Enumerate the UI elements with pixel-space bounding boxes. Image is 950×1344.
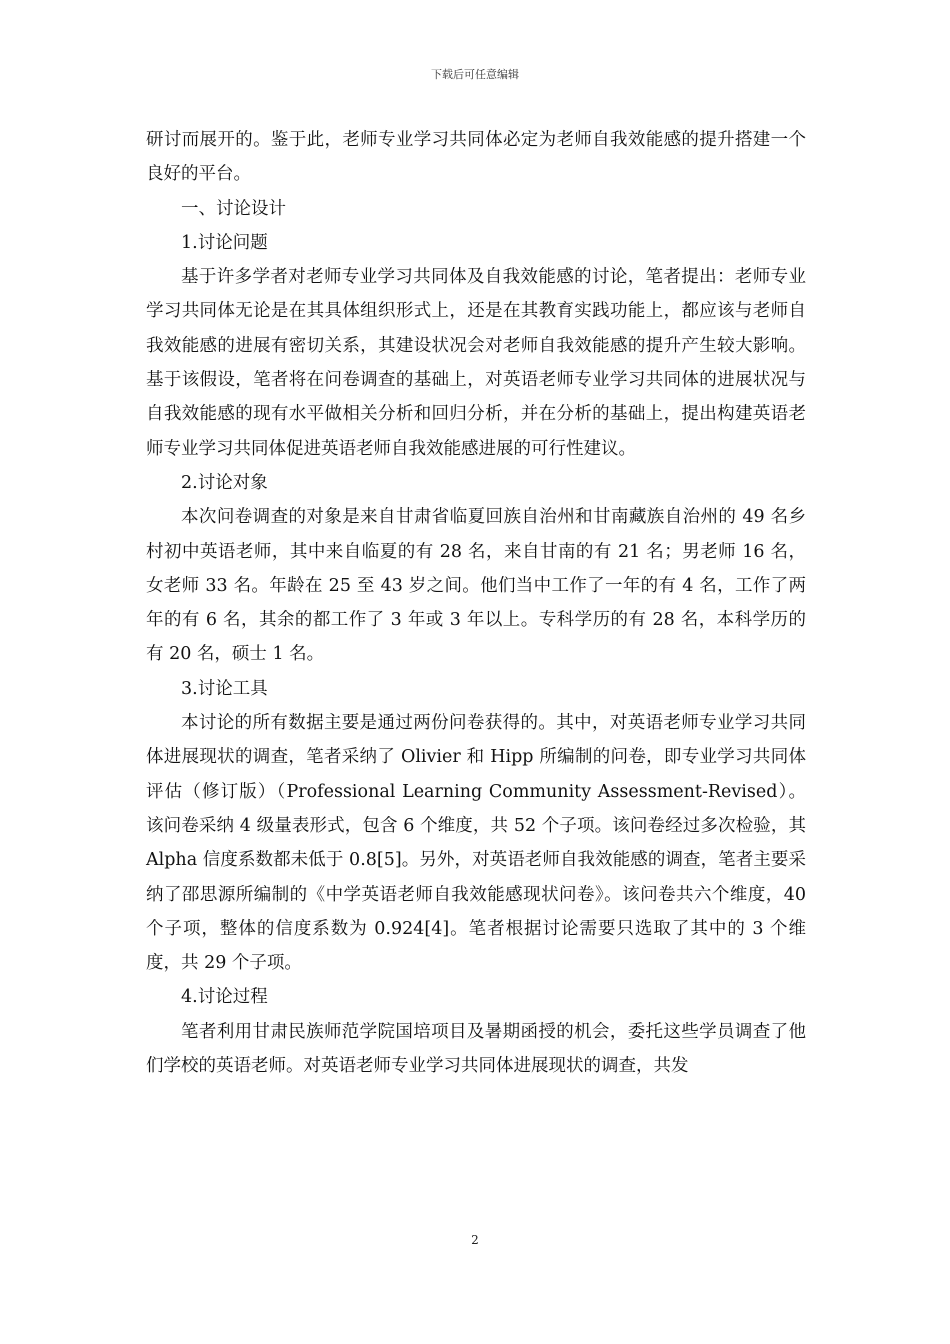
subsection-heading-research-tools: 3.讨论工具 [181, 678, 268, 699]
subsection-heading-research-process: 4.讨论过程 [181, 987, 268, 1008]
page-number: 2 [471, 1233, 479, 1247]
section-heading-research-design: 一、讨论设计 [181, 198, 286, 219]
paragraph-research-subjects: 本次问卷调查的对象是来自甘肃省临夏回族自治州和甘南藏族自治州的 49 名乡村初中英语老师，其中来自临夏的有 28 名，来自甘南的有 21 名；男老师 16 名，女老师 33 名。年龄在 25 至 43 岁之间。他们当中工作了一年的有 4 名，工作了两年的有 6 名，其余的都工作了 3 年或 3 年以上。专科学历的有 28 名，本科学历的有 20 名，硕士 1 名。 [146, 507, 806, 665]
paragraph-continuation: 研讨而展开的。鉴于此，老师专业学习共同体必定为老师自我效能感的提升搭建一个良好的平台。 [146, 130, 806, 185]
subsection-heading-research-subjects: 2.讨论对象 [181, 472, 268, 493]
subsection-heading-research-question: 1.讨论问题 [181, 232, 268, 253]
document-body [146, 123, 806, 1083]
paragraph-research-question: 基于许多学者对老师专业学习共同体及自我效能感的讨论，笔者提出：老师专业学习共同体无论是在其具体组织形式上，还是在其教育实践功能上，都应该与老师自我效能感的进展有密切关系，其建设状况会对老师自我效能感的提升产生较大影响。基于该假设，笔者将在问卷调查的基础上，对英语老师专业学习共同体的进展状况与自我效能感的现有水平做相关分析和回归分析，并在分析的基础上，提出构建英语老师专业学习共同体促进英语老师自我效能感进展的可行性建议。 [146, 267, 806, 459]
paragraph-research-tools: 本讨论的所有数据主要是通过两份问卷获得的。其中，对英语老师专业学习共同体进展现状的调查，笔者采纳了 Olivier 和 Hipp 所编制的问卷，即专业学习共同体评估（修订版）（Professional Learning Community Assessment-Revised）。该问卷采纳 4 级量表形式，包含 6 个维度，共 52 个子项。该问卷经过多次检验，其 Alpha 信度系数都未低于 0.8[5]。另外，对英语老师自我效能感的调查，笔者主要采纳了邵思源所编制的《中学英语老师自我效能感现状问卷》。该问卷共六个维度，40 个子项，整体的信度系数为 0.924[4]。笔者根据讨论需要只选取了其中的 3 个维度，共 29 个子项。 [146, 713, 806, 974]
page-header: 下载后可任意编辑 [431, 68, 519, 81]
paragraph-research-process: 笔者利用甘肃民族师范学院国培项目及暑期函授的机会，委托这些学员调查了他们学校的英语老师。对英语老师专业学习共同体进展现状的调查，共发 [146, 1021, 806, 1077]
